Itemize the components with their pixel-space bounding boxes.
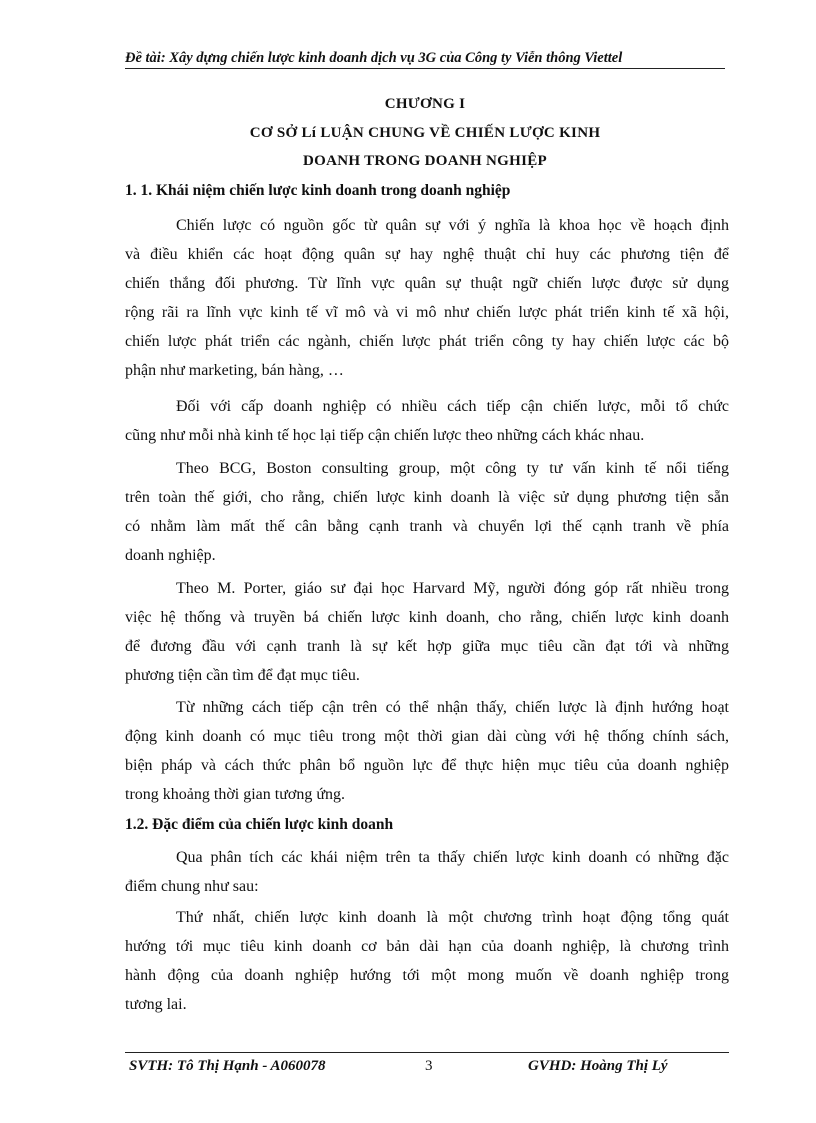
paragraph — [125, 392, 729, 450]
chapter-number: CHƯƠNG I — [384, 96, 466, 112]
paragraph-line: doanh nghiệp. — [125, 547, 216, 564]
section-heading-1-2: 1.2. Đặc điểm của chiến lược kinh doanh — [125, 816, 394, 833]
paragraph — [125, 454, 729, 570]
paragraph — [125, 574, 729, 690]
paragraph-line: hành động của doanh nghiệp hướng tới một mong muốn về doanh nghiệp trong — [125, 967, 729, 984]
paragraph-line: Chiến lược có nguồn gốc từ quân sự với ý nghĩa là khoa học về hoạch định — [176, 217, 729, 234]
paragraph-line: Đối với cấp doanh nghiệp có nhiều cách tiếp cận chiến lược, mỗi tổ chức — [176, 398, 729, 415]
paragraph — [125, 693, 729, 809]
paragraph-line: trong khoảng thời gian tương ứng. — [125, 786, 346, 803]
section-heading-1-1: 1. 1. Khái niệm chiến lược kinh doanh trong doanh nghiệp — [125, 182, 511, 199]
paragraph-line: Thứ nhất, chiến lược kinh doanh là một chương trình hoạt động tổng quát — [176, 909, 729, 926]
paragraph-line: chiến lược phát triển các ngành, chiến lược phát triển công ty hay chiến lược các bộ — [125, 333, 729, 350]
paragraph-line: chiến thắng đối phương. Từ lĩnh vực quân sự thuật ngữ chiến lược được sử dụng — [125, 275, 729, 292]
chapter-title-line2: DOANH TRONG DOANH NGHIỆP — [302, 153, 548, 169]
paragraph-line: phương tiện cần tìm để đạt mục tiêu. — [125, 667, 360, 684]
page-header-title: Đề tài: Xây dựng chiến lược kinh doanh dịch vụ 3G của Công ty Viễn thông Viettel — [125, 50, 623, 66]
paragraph — [125, 211, 729, 385]
paragraph-line: điểm chung như sau: — [125, 878, 259, 895]
paragraph-line: để đương đầu với cạnh tranh là sự kết hợp giữa mục tiêu cần đạt tới và những — [125, 638, 729, 655]
footer-page-number: 3 — [425, 1058, 433, 1074]
paragraph — [125, 903, 729, 1019]
footer-student: SVTH: Tô Thị Hạnh - A060078 — [129, 1058, 326, 1074]
paragraph-line: Từ những cách tiếp cận trên có thể nhận thấy, chiến lược là định hướng hoạt — [176, 699, 729, 716]
chapter-title-line1: CƠ SỞ Lí LUẬN CHUNG VỀ CHIẾN LƯỢC KINH — [249, 125, 601, 141]
paragraph-line: động kinh doanh có mục tiêu trong một thời gian dài cùng với hệ thống chính sách, — [125, 728, 729, 745]
paragraph-line: trên toàn thế giới, cho rằng, chiến lược kinh doanh là việc sử dụng phương tiện sẵn — [125, 489, 729, 506]
paragraph — [125, 843, 729, 901]
paragraph-line: Theo M. Porter, giáo sư đại học Harvard Mỹ, người đóng góp rất nhiều trong — [176, 580, 729, 597]
footer-divider — [125, 1052, 729, 1053]
paragraph-line: cũng như mỗi nhà kinh tế học lại tiếp cận chiến lược theo những cách khác nhau. — [125, 427, 645, 444]
paragraph-line: hướng tới mục tiêu kinh doanh cơ bản dài hạn của doanh nghiệp, là chương trình — [125, 938, 729, 955]
paragraph-line: phận như marketing, bán hàng, … — [125, 362, 344, 379]
paragraph-line: và điều khiển các hoạt động quân sự hay nghệ thuật chỉ huy các phương tiện để — [125, 246, 729, 263]
footer-advisor: GVHD: Hoàng Thị Lý — [528, 1058, 668, 1074]
paragraph-line: có nhằm làm mất thế cân bằng cạnh tranh và chuyển lợi thế cạnh tranh về phía — [125, 518, 729, 535]
paragraph-line: Theo BCG, Boston consulting group, một công ty tư vấn kinh tế nổi tiếng — [176, 460, 729, 477]
paragraph-line: Qua phân tích các khái niệm trên ta thấy chiến lược kinh doanh có những đặc — [176, 849, 729, 866]
paragraph-line: tương lai. — [125, 996, 187, 1013]
paragraph-line: rộng rãi ra lĩnh vực kinh tế vĩ mô và vi mô như chiến lược phát triển kinh tế xã hội, — [125, 304, 729, 321]
paragraph-line: biện pháp và cách thức phân bổ nguồn lực để thực hiện mục tiêu của doanh nghiệp — [125, 757, 729, 774]
header-divider — [125, 68, 725, 69]
paragraph-line: việc hệ thống và truyền bá chiến lược kinh doanh, cho rằng, chiến lược kinh doanh — [125, 609, 729, 626]
